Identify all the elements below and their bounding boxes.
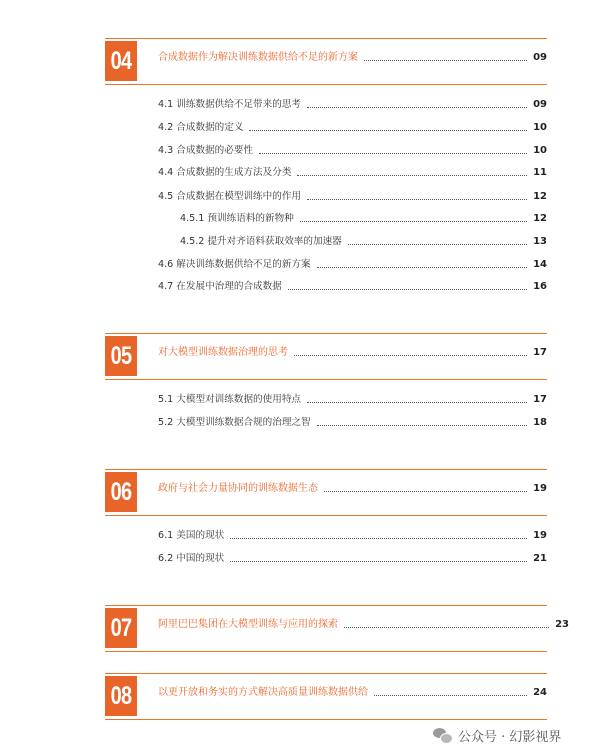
toc-entry-4-1[interactable] (158, 98, 547, 112)
toc-entry-title: 4.3 合成数据的必要性 (158, 145, 254, 156)
chapter-title-row[interactable] (158, 51, 547, 65)
dot-leader (249, 129, 527, 131)
chapter-title: 合成数据作为解决训练数据供给不足的新方案 (158, 52, 358, 63)
dot-leader (364, 59, 527, 61)
toc-entry-4-6[interactable] (158, 258, 547, 272)
page-number: 09 (533, 99, 547, 110)
dot-leader (307, 198, 527, 200)
dot-leader (348, 243, 527, 245)
toc-entry-title: 4.5 合成数据在模型训练中的作用 (158, 191, 302, 202)
page-number: 17 (533, 347, 547, 358)
dot-leader (324, 490, 527, 492)
dot-leader (259, 152, 527, 154)
page-number: 16 (533, 281, 547, 292)
chapter-number-box: 07 (105, 608, 137, 648)
chapter-title: 阿里巴巴集团在大模型训练与应用的探索 (158, 619, 338, 630)
toc-entry-4-5-2[interactable] (180, 235, 547, 249)
toc-entry-4-3[interactable] (158, 144, 547, 158)
toc-entry-title: 4.6 解决训练数据供给不足的新方案 (158, 259, 311, 270)
dot-leader (297, 174, 527, 176)
dot-leader (307, 106, 527, 108)
page-number: 10 (533, 145, 547, 156)
chapter-07 (105, 605, 569, 653)
watermark-text: 公众号 · 幻影视界 (458, 729, 562, 745)
chapter-title: 以更开放和务实的方式解决高质量训练数据供给 (158, 687, 368, 698)
page-number: 23 (555, 619, 569, 630)
toc-entry-6-2[interactable] (158, 552, 547, 566)
chapter-top-rule (105, 605, 547, 606)
chapter-title-row[interactable] (158, 618, 569, 632)
chapter-number-box: 05 (105, 336, 137, 376)
toc-entry-6-1[interactable] (158, 529, 547, 543)
chapter-top-rule (105, 38, 547, 39)
dot-leader (374, 694, 527, 696)
chapter-number-box: 04 (105, 41, 137, 81)
chapter-number-box: 08 (105, 676, 137, 716)
page-number: 12 (533, 213, 547, 224)
watermark (433, 723, 603, 747)
chapter-top-rule (105, 333, 547, 334)
dot-leader (230, 537, 527, 539)
page-number: 10 (533, 122, 547, 133)
chapter-top-rule (105, 673, 547, 674)
toc-entry-4-5[interactable] (158, 190, 547, 204)
toc-entry-4-5-1[interactable] (180, 212, 547, 226)
toc-entry-4-4[interactable] (158, 166, 547, 180)
page-number: 12 (533, 191, 547, 202)
toc-entry-title: 4.7 在发展中治理的合成数据 (158, 281, 282, 292)
dot-leader (230, 560, 527, 562)
chapter-title: 政府与社会力量协同的训练数据生态 (158, 483, 318, 494)
page-number: 19 (533, 483, 547, 494)
toc-entry-title: 4.5.2 提升对齐语料获取效率的加速器 (180, 236, 342, 247)
chapter-bottom-rule (105, 84, 547, 85)
chapter-title-row[interactable] (158, 686, 547, 700)
chapter-bottom-rule (105, 379, 547, 380)
page-number: 11 (533, 167, 547, 178)
chapter-06 (105, 469, 547, 579)
toc-entry-4-7[interactable] (158, 280, 547, 294)
page-number: 13 (533, 236, 547, 247)
dot-leader (344, 626, 549, 628)
chapter-08 (105, 673, 547, 721)
page-number: 09 (533, 52, 547, 63)
chapter-top-rule (105, 469, 547, 470)
toc-entry-title: 4.4 合成数据的生成方法及分类 (158, 167, 292, 178)
chapter-04 (105, 38, 547, 300)
toc-entry-title: 5.2 大模型训练数据合规的治理之智 (158, 417, 311, 428)
chapter-number-box: 06 (105, 472, 137, 512)
toc-entry-title: 6.1 美国的现状 (158, 530, 225, 541)
chapter-title-row[interactable] (158, 346, 547, 360)
dot-leader (300, 220, 527, 222)
toc-entry-5-2[interactable] (158, 416, 547, 430)
chapter-bottom-rule (105, 515, 547, 516)
chapter-05 (105, 333, 547, 443)
page-number: 14 (533, 259, 547, 270)
dot-leader (307, 401, 527, 403)
toc-entry-title: 4.1 训练数据供给不足带来的思考 (158, 99, 302, 110)
toc-entry-5-1[interactable] (158, 393, 547, 407)
toc-entry-title: 4.2 合成数据的定义 (158, 122, 244, 133)
toc-entry-title: 5.1 大模型对训练数据的使用特点 (158, 394, 302, 405)
dot-leader (294, 354, 527, 356)
chapter-bottom-rule (105, 651, 547, 652)
toc-entry-title: 4.5.1 预训练语料的新物种 (180, 213, 294, 224)
toc-entry-title: 6.2 中国的现状 (158, 553, 225, 564)
page-number: 21 (533, 553, 547, 564)
chapter-title: 对大模型训练数据治理的思考 (158, 347, 288, 358)
page-number: 17 (533, 394, 547, 405)
page-number: 24 (533, 687, 547, 698)
dot-leader (317, 424, 527, 426)
page-number: 18 (533, 417, 547, 428)
toc-entry-4-2[interactable] (158, 121, 547, 135)
chapter-title-row[interactable] (158, 482, 547, 496)
chapter-bottom-rule (105, 719, 547, 720)
dot-leader (288, 288, 527, 290)
dot-leader (317, 266, 527, 268)
page-number: 19 (533, 530, 547, 541)
wechat-icon (433, 727, 453, 743)
